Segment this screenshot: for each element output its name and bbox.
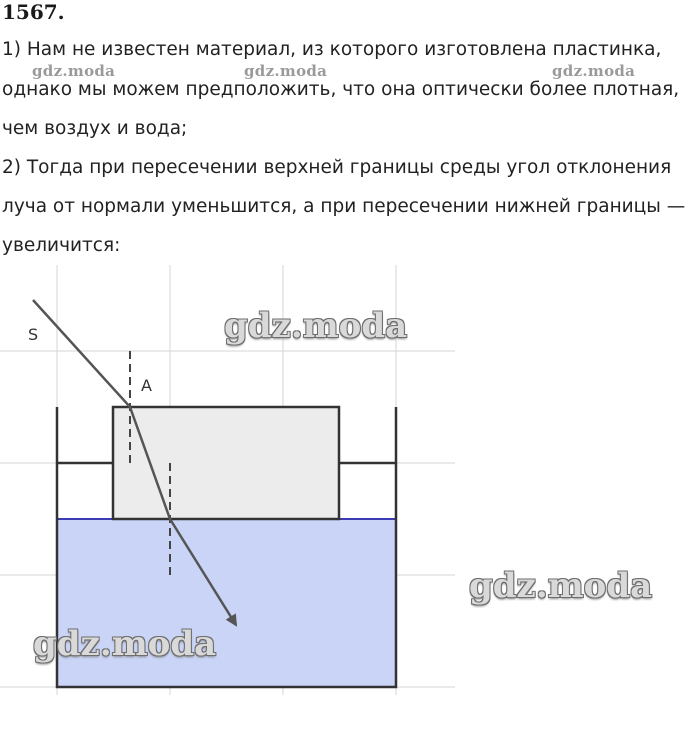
label-source: S (28, 325, 39, 344)
text-line-5: луча от нормали уменьшится, а при пересечении нижней границы — (2, 196, 686, 217)
label-point: A (141, 376, 152, 395)
watermark-big-1: gdz.moda (224, 306, 408, 346)
watermark-small-1: gdz.moda (32, 62, 116, 80)
watermark-small-3: gdz.moda (552, 62, 636, 80)
watermark-big-3: gdz.moda (33, 624, 217, 664)
watermark-big-2: gdz.moda (469, 566, 653, 606)
text-line-6: увеличится: (2, 235, 121, 256)
text-line-4: 2) Тогда при пересечении верхней границы среды угол отклонения (2, 157, 672, 178)
text-line-1: 1) Нам не известен материал, из которого изготовлена пластинка, (2, 39, 662, 60)
text-line-2: однако мы можем предположить, что она оптически более плотная, (2, 79, 680, 100)
problem-number: 1567. (2, 0, 65, 24)
plate (113, 407, 339, 519)
text-line-3: чем воздух и вода; (2, 118, 188, 139)
watermark-small-2: gdz.moda (244, 62, 328, 80)
